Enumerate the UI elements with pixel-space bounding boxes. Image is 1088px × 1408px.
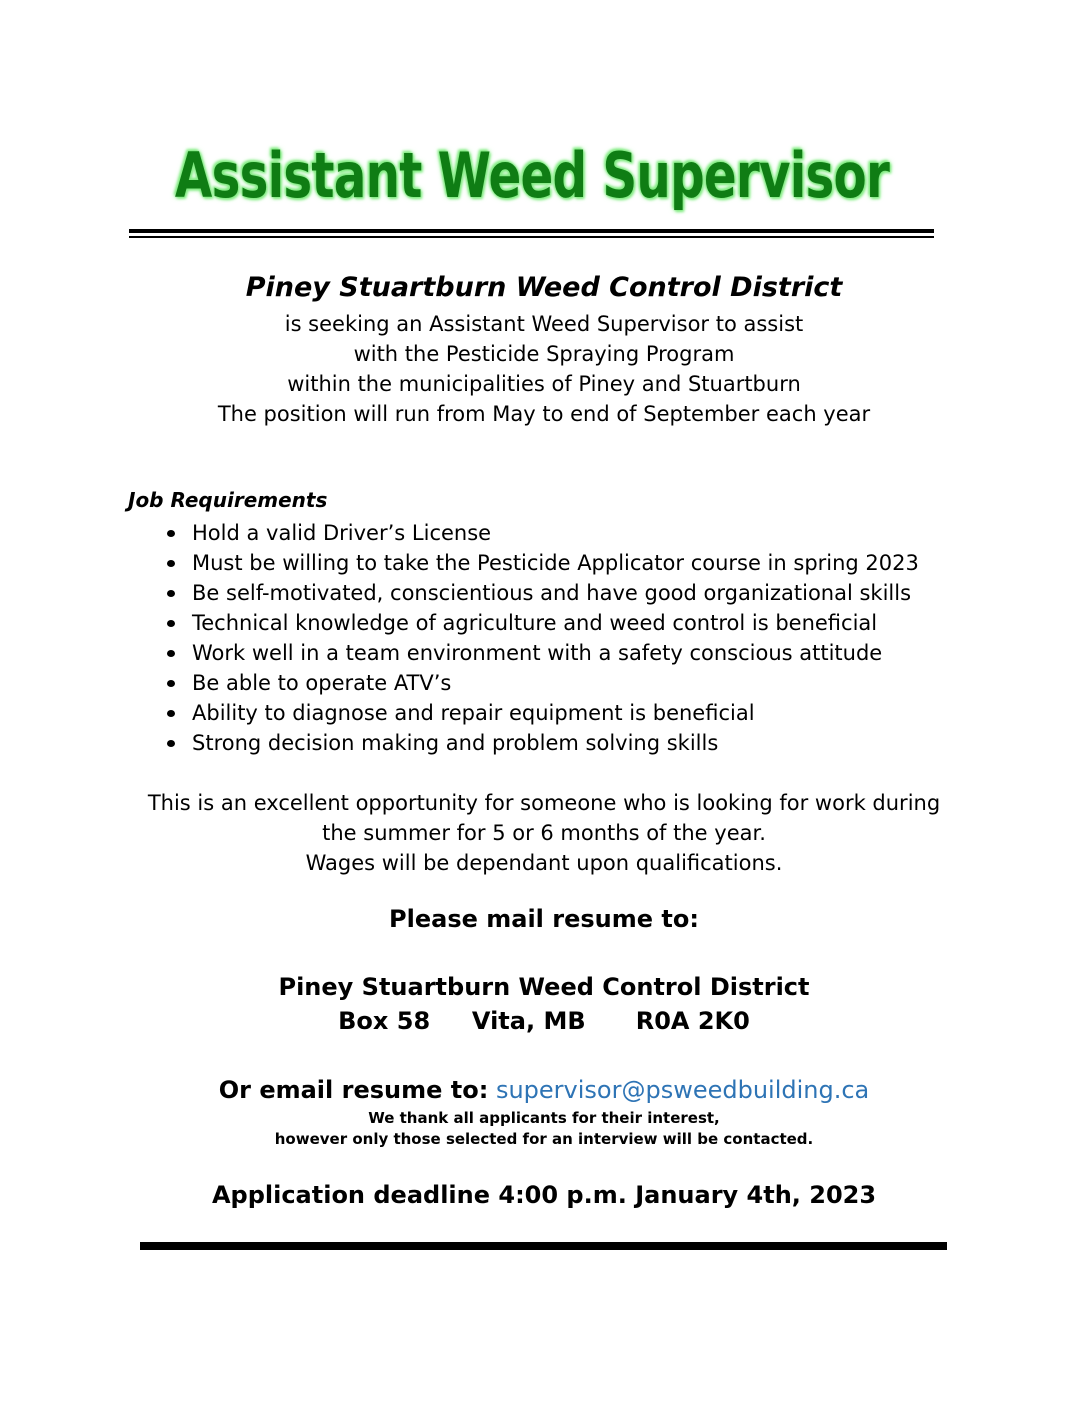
requirement-text: Must be willing to take the Pesticide Applicator course in spring 2023 bbox=[192, 551, 919, 575]
mailing-address bbox=[0, 970, 1088, 1038]
requirement-text: Be able to operate ATV’s bbox=[192, 671, 452, 695]
requirement-item bbox=[164, 548, 919, 578]
opportunity-line: the summer for 5 or 6 months of the year. bbox=[322, 821, 766, 845]
requirement-item bbox=[164, 698, 919, 728]
organization-name: Piney Stuartburn Weed Control District bbox=[245, 272, 843, 303]
requirement-item bbox=[164, 728, 919, 758]
requirement-item bbox=[164, 578, 919, 608]
address-name: Piney Stuartburn Weed Control District bbox=[278, 973, 810, 1001]
job-requirements-heading: Job Requirements bbox=[128, 488, 328, 512]
intro-line: within the municipalities of Piney and Stuartburn bbox=[287, 372, 801, 396]
thanks-note bbox=[0, 1108, 1088, 1150]
bullet-icon bbox=[167, 590, 175, 597]
application-deadline: Application deadline 4:00 p.m. January 4th, 2023 bbox=[211, 1181, 877, 1209]
mail-resume-heading: Please mail resume to: bbox=[389, 905, 699, 933]
bullet-icon bbox=[167, 680, 175, 687]
intro-line: The position will run from May to end of September each year bbox=[217, 402, 871, 426]
email-link[interactable]: supervisor@psweedbuilding.ca bbox=[495, 1076, 870, 1104]
bullet-icon bbox=[167, 620, 175, 627]
requirement-item bbox=[164, 668, 919, 698]
intro-line: is seeking an Assistant Weed Supervisor to assist bbox=[284, 312, 804, 336]
page-title: Assistant Weed Supervisor bbox=[174, 139, 890, 212]
requirement-text: Work well in a team environment with a safety conscious attitude bbox=[192, 641, 883, 665]
thanks-line: We thank all applicants for their interest, bbox=[368, 1109, 720, 1127]
requirement-text: Strong decision making and problem solving skills bbox=[192, 731, 719, 755]
email-label: Or email resume to: bbox=[218, 1076, 489, 1104]
bullet-icon bbox=[167, 650, 175, 657]
address-line: Box 58 Vita, MB R0A 2K0 bbox=[338, 1007, 750, 1035]
email-resume-line bbox=[0, 1074, 1088, 1106]
intro-paragraph bbox=[0, 309, 1088, 429]
title-divider-thick bbox=[129, 229, 934, 233]
bullet-icon bbox=[167, 530, 175, 537]
requirement-item bbox=[164, 608, 919, 638]
requirement-item bbox=[164, 518, 919, 548]
opportunity-line: Wages will be dependant upon qualifications. bbox=[305, 851, 783, 875]
requirement-item bbox=[164, 638, 919, 668]
requirement-text: Technical knowledge of agriculture and weed control is beneficial bbox=[192, 611, 878, 635]
bullet-icon bbox=[167, 710, 175, 717]
title-divider-thin bbox=[129, 236, 934, 238]
bullet-icon bbox=[167, 560, 175, 567]
job-requirements-list bbox=[164, 518, 919, 758]
bottom-divider bbox=[140, 1242, 947, 1250]
thanks-line: however only those selected for an interview will be contacted. bbox=[274, 1130, 814, 1148]
bullet-icon bbox=[167, 740, 175, 747]
opportunity-line: This is an excellent opportunity for someone who is looking for work during bbox=[147, 791, 941, 815]
intro-line: with the Pesticide Spraying Program bbox=[353, 342, 735, 366]
requirement-text: Ability to diagnose and repair equipment is beneficial bbox=[192, 701, 755, 725]
opportunity-paragraph bbox=[0, 788, 1088, 878]
requirement-text: Hold a valid Driver’s License bbox=[192, 521, 492, 545]
requirement-text: Be self-motivated, conscientious and have good organizational skills bbox=[192, 581, 912, 605]
